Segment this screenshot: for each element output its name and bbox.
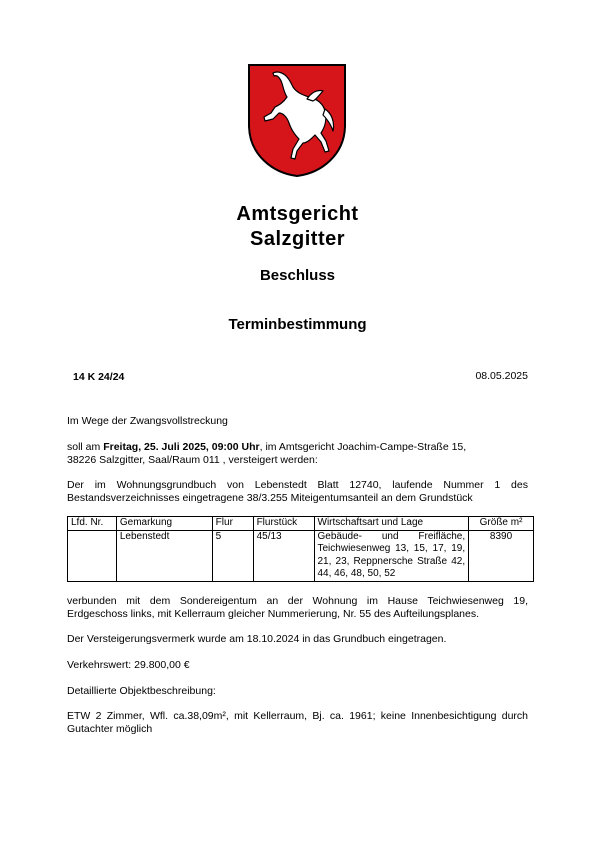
special-ownership-line-2: Erdgeschoss links, mit Kellerraum gleicher Nummerierung, Nr. 55 des Aufteilungsplanes. (67, 608, 480, 620)
appointment-location: , im Amtsgericht Joachim-Campe-Straße 15, (259, 441, 467, 453)
table-cell-gemarkung: Lebenstedt (116, 530, 212, 581)
document-type-heading: Beschluss (259, 267, 336, 284)
document-subject-heading: Terminbestimmung (228, 316, 367, 333)
table-header: Wirtschaftsart und Lage (314, 517, 469, 531)
table-header: Gemarkung (116, 517, 212, 531)
appointment-room: 38226 Salzgitter, Saal/Raum 011 , versteigert werden: (67, 454, 318, 466)
special-ownership-line-1: verbunden mit dem Sondereigentum an der Wohnung im Hause Teichwiesenweg 19, (67, 595, 528, 607)
table-header: Größe m² (469, 517, 534, 531)
market-value: Verkehrswert: 29.800,00 € (67, 659, 190, 671)
file-number: 14 K 24/24 (73, 371, 125, 383)
coat-of-arms-icon (247, 63, 347, 178)
table-cell-groesse: 8390 (469, 530, 534, 581)
table-header-row (68, 517, 534, 531)
property-line-2: Bestandsverzeichnisses eingetragene 38/3.255 Miteigentumsanteil an dem Grundstück (67, 492, 473, 504)
property-paragraph (67, 479, 528, 505)
description-heading: Detaillierte Objektbeschreibung: (67, 685, 216, 697)
table-header: Flurstück (253, 517, 314, 531)
intro-text: Im Wege der Zwangsvollstreckung (67, 415, 228, 427)
description-line-1: ETW 2 Zimmer, Wfl. ca.38,09m², mit Kellerraum, Bj. ca. 1961; keine Innenbesichtigung durch (67, 710, 528, 722)
appointment-paragraph (67, 441, 528, 467)
court-name-line2: Salzgitter (249, 228, 346, 250)
table-cell-flur: 5 (212, 530, 253, 581)
description-line-2: Gutachter möglich (67, 723, 153, 735)
document-date: 08.05.2025 (475, 370, 528, 382)
court-name-line1: Amtsgericht (236, 203, 359, 225)
table-header: Flur (212, 517, 253, 531)
appointment-prefix: soll am (67, 441, 104, 453)
property-line-1: Der im Wohnungsgrundbuch von Lebenstedt Blatt 12740, laufende Nummer 1 des (67, 479, 528, 491)
property-table (67, 516, 534, 582)
special-ownership-paragraph (67, 595, 528, 621)
description-paragraph (67, 710, 528, 736)
table-cell-lfd-nr (68, 530, 117, 581)
appointment-date: Freitag, 25. Juli 2025, 09:00 Uhr (103, 441, 260, 453)
table-cell-wirtschaftsart: Gebäude- und Freifläche, Teichwiesenweg 13, 15, 17, 19, 21, 23, Reppnersche Straße 42, 44, 46, 48, 50, 52 (314, 530, 469, 581)
table-cell-flurstueck: 45/13 (253, 530, 314, 581)
table-header: Lfd. Nr. (68, 517, 117, 531)
table-row (68, 530, 534, 581)
registration-text: Der Versteigerungsvermerk wurde am 18.10.2024 in das Grundbuch eingetragen. (67, 633, 447, 645)
